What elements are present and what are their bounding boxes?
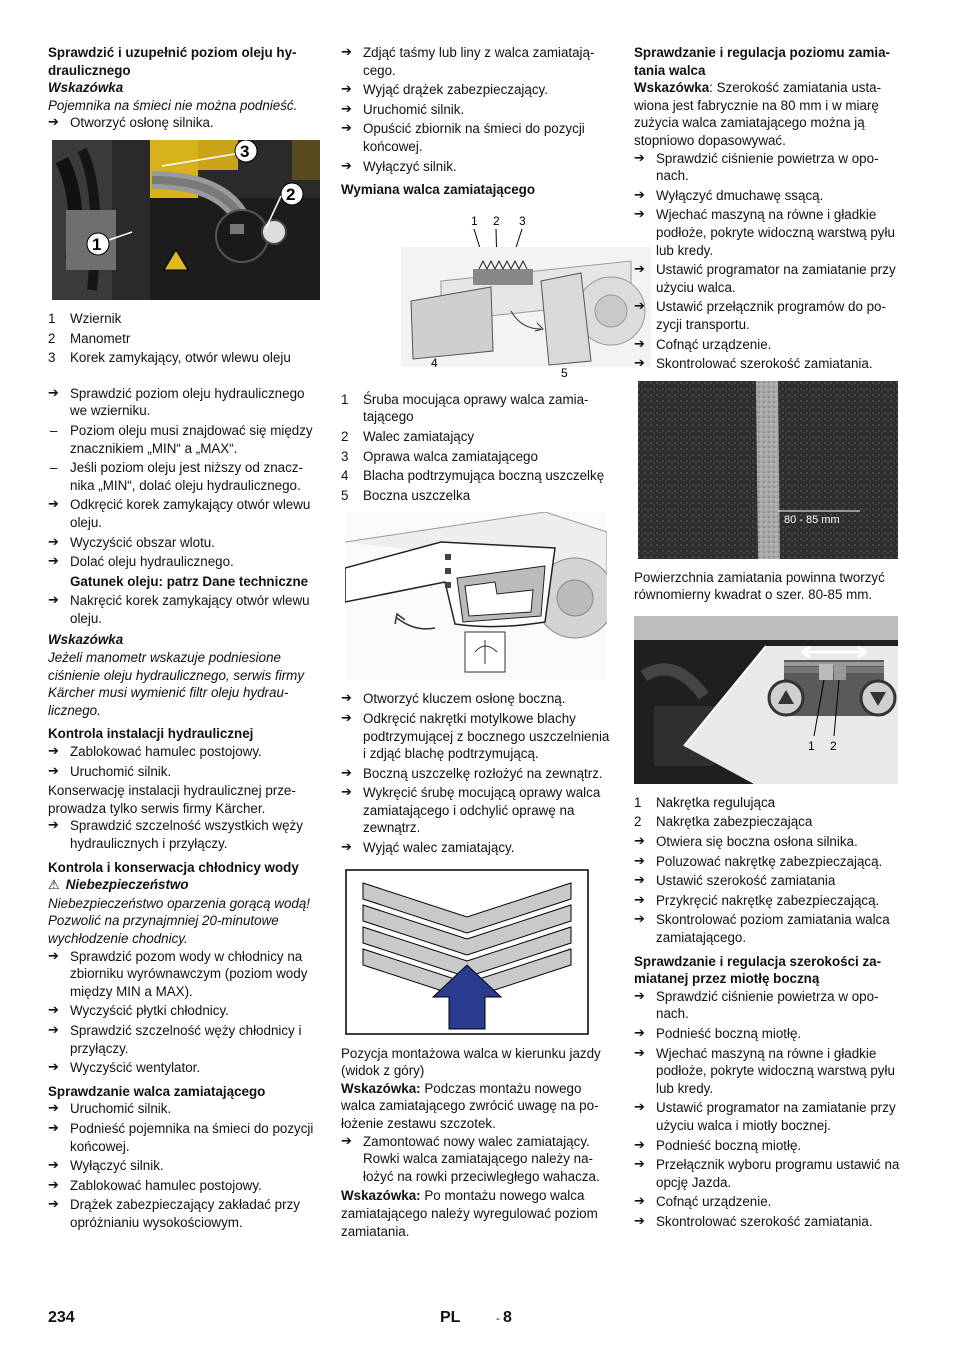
instruction-step: ➔ Ustawić programator na zamiatanie przy użyciu walca. bbox=[634, 261, 906, 296]
drawing-side-cover bbox=[345, 512, 607, 680]
legend-item: 4 Blacha podtrzymująca boczną uszczelkę bbox=[341, 468, 605, 484]
instruction-step: ➔ Otwiera się boczna osłona silnika. bbox=[634, 833, 906, 851]
section-heading-hydraulic-system: Kontrola instalacji hydraulicznej bbox=[48, 726, 254, 742]
instruction-step: ➔ Cofnąć urządzenie. bbox=[634, 336, 906, 354]
figure-caption: Powierzchnia zamiatania powinna tworzyć równomierny kwadrat o szer. 80-85 mm. bbox=[634, 569, 885, 603]
instruction-step: ➔ Wyjąć drążek zabezpieczający. bbox=[341, 81, 615, 99]
instruction-step: ➔ Skontrolować szerokość zamiatania. bbox=[634, 355, 906, 373]
instruction-step: ➔ Otworzyć osłonę silnika. bbox=[48, 114, 320, 132]
instruction-step: ➔ Wyczyścić płytki chłodnicy. bbox=[48, 1002, 320, 1020]
oil-grade-note: Gatunek oleju: patrz Dane techniczne bbox=[70, 573, 309, 589]
instruction-step: ➔ Sprawdzić szczelność wszystkich węży hydraulicznych i przyłączy. bbox=[48, 817, 320, 852]
photo-callout: 2 bbox=[286, 184, 296, 204]
figure-label: 2 bbox=[830, 738, 837, 753]
instruction-step: ➔ Drążek zabezpieczający zakładać przy opróżnianiu wysokościowym. bbox=[48, 1196, 320, 1231]
page-number: 234 bbox=[48, 1309, 75, 1326]
warning-triangle-icon: ⚠ bbox=[48, 878, 60, 894]
figure-label: 3 bbox=[519, 213, 526, 228]
instruction-step: ➔ Sprawdzić ciśnienie powietrza w oponach. bbox=[634, 988, 906, 1023]
instruction-step: ➔ Boczną uszczelkę rozłożyć na zewnątrz. bbox=[341, 765, 615, 783]
paragraph: Konserwację instalacji hydraulicznej przeprowadza tylko serwis firmy Kärcher. bbox=[48, 783, 296, 816]
instruction-substep: – Poziom oleju musi znajdować się między znacznikiem „MIN“ a „MAX“. bbox=[48, 422, 320, 457]
section-heading-hydraulic-oil: Sprawdzić i uzupełnić poziom oleju hydraulicznego bbox=[48, 45, 297, 78]
measurement-label: 80 - 85 mm bbox=[784, 513, 840, 526]
drawing-roller-mounting-position bbox=[345, 869, 589, 1035]
legend-item: 1 Śruba mocująca oprawy walca zamiatającego bbox=[341, 391, 589, 425]
instruction-step: ➔ Sprawdzić poziom oleju hydraulicznego we wzierniku. bbox=[48, 385, 320, 420]
photo-callout: 1 bbox=[92, 234, 102, 254]
note-paragraph: Wskazówka: Szerokość zamiatania ustawiona jest fabrycznie na 80 mm i w miarę zużycia walca zamiatającego można ją stopniowo dopasowywać. bbox=[634, 80, 882, 148]
instruction-step: ➔ Wyłączyć dmuchawę ssącą. bbox=[634, 187, 906, 205]
instruction-step: ➔ Sprawdzić szczelność węży chłodnicy i przyłączy. bbox=[48, 1022, 320, 1057]
instruction-step: ➔ Zablokować hamulec postojowy. bbox=[48, 743, 320, 761]
section-heading-roller-replace: Wymiana walca zamiatającego bbox=[341, 182, 536, 198]
section-heading-side-broom: Sprawdzanie i regulacja szerokości zamiatanej przez miotłę boczną bbox=[634, 953, 882, 987]
instruction-step: ➔ Wykręcić śrubę mocującą oprawy walca zamiatającego i odchylić oprawę na zewnątrz. bbox=[341, 784, 615, 837]
danger-text: Niebezpieczeństwo oparzenia gorącą wodą! Pozwolić na przynajmniej 20-minutowe wychłodzenie chodnicy. bbox=[48, 895, 311, 946]
legend-item: 2 Nakrętka zabezpieczająca bbox=[634, 814, 813, 830]
section-number: - 8 bbox=[496, 1309, 512, 1326]
column-left bbox=[48, 44, 320, 1233]
instruction-step: ➔ Sprawdzić ciśnienie powietrza w oponach. bbox=[634, 150, 906, 185]
legend-item: 5 Boczna uszczelka bbox=[341, 487, 471, 503]
figure-label: 2 bbox=[493, 213, 500, 228]
instruction-step: ➔ Podnieść pojemnika na śmieci do pozycji końcowej. bbox=[48, 1120, 320, 1155]
instruction-step: ➔ Uruchomić silnik. bbox=[48, 763, 320, 781]
figure-label: 5 bbox=[561, 365, 568, 380]
instruction-step: ➔ Wyjąć walec zamiatający. bbox=[341, 839, 615, 857]
instruction-step: ➔ Podnieść boczną miotłę. bbox=[634, 1137, 906, 1155]
note-title: Wskazówka bbox=[48, 632, 124, 648]
figure-label: 4 bbox=[431, 355, 438, 370]
instruction-step: ➔ Uruchomić silnik. bbox=[341, 101, 615, 119]
photo-adjustment-nuts bbox=[634, 616, 898, 784]
section-heading-radiator: Kontrola i konserwacja chłodnicy wody bbox=[48, 859, 299, 875]
instruction-step: ➔ Ustawić programator na zamiatanie przy użyciu walca i miotły bocznej. bbox=[634, 1099, 906, 1134]
legend-item: 1 Nakrętka regulująca bbox=[634, 794, 776, 810]
instruction-step: ➔ Poluzować nakrętkę zabezpieczającą. bbox=[634, 853, 906, 871]
legend-item: 2 Walec zamiatający bbox=[341, 428, 475, 444]
photo-sweep-pattern bbox=[638, 381, 898, 559]
instruction-step: ➔ Odkręcić nakrętki motylkowe blachy podtrzymującej z bocznego uszczelnienia i zdjąć blachę podtrzymującą. bbox=[341, 710, 615, 763]
note-paragraph: Wskazówka: Podczas montażu nowego walca zamiatającego zwrócić uwagę na położenie zestawu szczotek. bbox=[341, 1080, 599, 1132]
section-heading-sweep-level: Sprawdzanie i regulacja poziomu zamiatania walca bbox=[634, 45, 890, 78]
instruction-step: ➔ Wyłączyć silnik. bbox=[341, 158, 615, 176]
note-paragraph: Wskazówka: Po montażu nowego walca zamiatającego należy wyregulować poziom zamiatania. bbox=[341, 1188, 598, 1239]
instruction-step: ➔ Dolać oleju hydraulicznego. bbox=[48, 553, 320, 571]
photo-hydraulic-tank bbox=[52, 140, 320, 300]
note-text: Jeżeli manometr wskazuje podniesione ciśnienie oleju hydraulicznego, serwis firmy Kärcher musi wymienić filtr oleju hydraulicznego. bbox=[48, 650, 305, 718]
instruction-step: ➔ Wjechać maszyną na równe i gładkie podłoże, pokryte widoczną warstwą pyłu lub kredy. bbox=[634, 206, 906, 259]
column-right bbox=[634, 44, 906, 1233]
instruction-step: ➔ Skontrolować szerokość zamiatania. bbox=[634, 1213, 906, 1231]
instruction-step: ➔ Zamontować nowy walec zamiatający. Rowki walca zamiatającego należy nałożyć na rowki przeciwległego wahacza. bbox=[341, 1133, 615, 1186]
danger-title: ⚠ Niebezpieczeństwo bbox=[48, 877, 189, 894]
instruction-step: ➔ Ustawić przełącznik programów do pozycji transportu. bbox=[634, 298, 906, 333]
figure-label: 1 bbox=[471, 213, 478, 228]
note-title: Wskazówka bbox=[48, 80, 124, 96]
instruction-step: ➔ Zdjąć taśmy lub liny z walca zamiatającego. bbox=[341, 44, 615, 79]
instruction-step: ➔ Przełącznik wyboru programu ustawić na opcję Jazda. bbox=[634, 1156, 906, 1191]
instruction-step: ➔ Nakręcić korek zamykający otwór wlewu oleju. bbox=[48, 592, 320, 627]
figure-label: 1 bbox=[808, 738, 815, 753]
instruction-step: ➔ Wjechać maszyną na równe i gładkie podłoże, pokryte widoczną warstwą pyłu lub kredy. bbox=[634, 1045, 906, 1098]
instruction-step: ➔ Przykręcić nakrętkę zabezpieczającą. bbox=[634, 892, 906, 910]
instruction-step: ➔ Ustawić szerokość zamiatania bbox=[634, 872, 906, 890]
drawing-roller-assembly bbox=[401, 211, 651, 381]
legend-item: 2 Manometr bbox=[48, 330, 131, 346]
instruction-step: ➔ Odkręcić korek zamykający otwór wlewu oleju. bbox=[48, 496, 320, 531]
legend-item: 3 Korek zamykający, otwór wlewu oleju bbox=[48, 350, 291, 366]
photo-callout: 3 bbox=[240, 141, 250, 161]
instruction-step: ➔ Sprawdzić pozom wody w chłodnicy na zbiorniku wyrównawczym (poziom wody między MIN a MAX). bbox=[48, 948, 320, 1001]
figure-caption: Pozycja montażowa walca w kierunku jazdy (widok z góry) bbox=[341, 1045, 601, 1079]
instruction-step: ➔ Wyczyścić obszar wlotu. bbox=[48, 534, 320, 552]
instruction-step: ➔ Zablokować hamulec postojowy. bbox=[48, 1177, 320, 1195]
language-code: PL bbox=[440, 1309, 461, 1326]
section-heading-roller-check: Sprawdzanie walca zamiatającego bbox=[48, 1083, 266, 1099]
legend-item: 1 Wziernik bbox=[48, 310, 122, 326]
instruction-step: ➔ Opuścić zbiornik na śmieci do pozycji końcowej. bbox=[341, 120, 615, 155]
note-text: Pojemnika na śmieci nie można podnieść. bbox=[48, 97, 298, 113]
legend-item: 3 Oprawa walca zamiatającego bbox=[341, 448, 538, 464]
instruction-step: ➔ Cofnąć urządzenie. bbox=[634, 1193, 906, 1211]
instruction-step: ➔ Podnieść boczną miotłę. bbox=[634, 1025, 906, 1043]
instruction-step: ➔ Skontrolować poziom zamiatania walca zamiatającego. bbox=[634, 911, 906, 946]
instruction-substep: – Jeśli poziom oleju jest niższy od znacznika „MIN“, dolać oleju hydraulicznego. bbox=[48, 459, 320, 494]
column-middle bbox=[341, 44, 615, 1240]
instruction-step: ➔ Uruchomić silnik. bbox=[48, 1100, 320, 1118]
instruction-step: ➔ Otworzyć kluczem osłonę boczną. bbox=[341, 690, 615, 708]
instruction-step: ➔ Wyczyścić wentylator. bbox=[48, 1059, 320, 1077]
instruction-step: ➔ Wyłączyć silnik. bbox=[48, 1157, 320, 1175]
